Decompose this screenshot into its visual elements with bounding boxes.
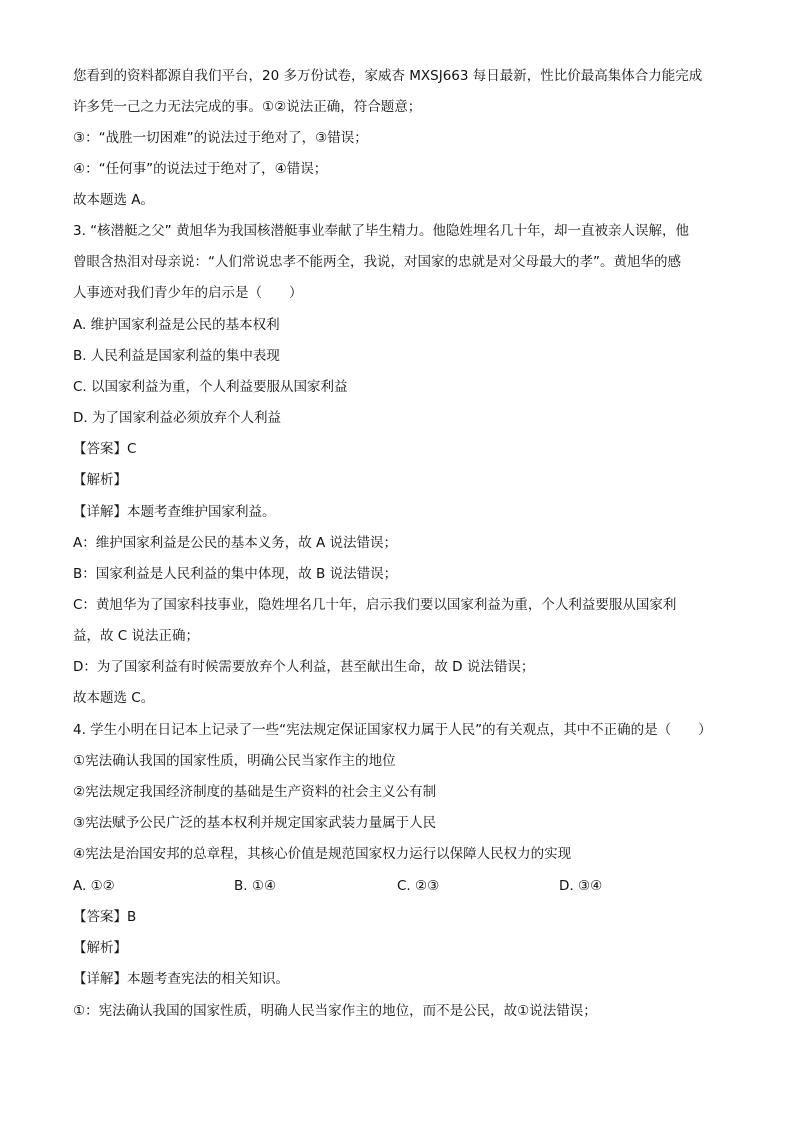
question-3-stem: 曾眼含热泪对母亲说：“人们常说忠孝不能两全，我说，对国家的忠就是对父母最大的孝”。黄旭华的感 <box>73 254 681 270</box>
explanation-line: D：为了国家利益有时候需要放弃个人利益，甚至献出生命，故 D 说法错误； <box>73 659 535 675</box>
question-4-option-d: D. ③④ <box>559 878 603 894</box>
question-4-option-b: B. ①④ <box>234 878 277 894</box>
explanation-line: C：黄旭华为了国家科技事业，隐姓埋名几十年，启示我们要以国家利益为重，个人利益要服从国家利 <box>73 597 677 613</box>
analysis-label: 【解析】 <box>73 472 127 488</box>
question-3-stem: 3. “核潜艇之父” 黄旭华为我国核潜艇事业奉献了毕生精力。他隐姓埋名几十年，却一直被亲人误解，他 <box>73 223 689 239</box>
question-3-option-d: D. 为了国家利益必须放弃个人利益 <box>73 410 281 426</box>
explanation-line: 益，故 C 说法正确； <box>73 628 200 644</box>
explanation-line: ①：宪法确认我国的国家性质，明确人民当家作主的地位，而不是公民，故①说法错误； <box>73 1003 597 1019</box>
explanation-line: B：国家利益是人民利益的集中体现，故 B 说法错误； <box>73 566 398 582</box>
question-3-option-b: B. 人民利益是国家利益的集中表现 <box>73 348 280 364</box>
text-line: ③：“战胜一切困难”的说法过于绝对了，③错误； <box>73 130 368 146</box>
question-4-statement: ④宪法是治国安邦的总章程，其核心价值是规范国家权力运行以保障人民权力的实现 <box>73 846 572 862</box>
question-3-option-c: C. 以国家利益为重，个人利益要服从国家利益 <box>73 379 348 395</box>
question-4-statement: ②宪法规定我国经济制度的基础是生产资料的社会主义公有制 <box>73 784 437 800</box>
question-4-options <box>73 876 733 896</box>
question-3-stem: 人事迹对我们青少年的启示是（ ） <box>73 285 303 301</box>
detail-label: 【详解】本题考查维护国家利益。 <box>73 504 276 520</box>
answer-label: 【答案】C <box>73 441 137 457</box>
text-line: 许多凭一己之力无法完成的事。①②说法正确，符合题意； <box>73 99 422 115</box>
question-4-option-a: A. ①② <box>73 878 115 894</box>
question-4-statement: ③宪法赋予公民广泛的基本权利并规定国家武装力量属于人民 <box>73 815 437 831</box>
text-line: 故本题选 A。 <box>73 192 155 208</box>
question-4-statement: ①宪法确认我国的国家性质，明确公民当家作主的地位 <box>73 753 396 769</box>
explanation-line: A：维护国家利益是公民的基本义务，故 A 说法错误； <box>73 535 398 551</box>
analysis-label: 【解析】 <box>73 940 127 956</box>
detail-label: 【详解】本题考查宪法的相关知识。 <box>73 971 289 987</box>
text-line: ④：“任何事”的说法过于绝对了，④错误； <box>73 161 328 177</box>
text-line: 您看到的资料都源自我们平台，20 多万份试卷，家威杏 MXSJ663 每日最新，性比价最高集体合力能完成 <box>73 68 703 84</box>
question-4-option-c: C. ②③ <box>397 878 440 894</box>
question-3-option-a: A. 维护国家利益是公民的基本权利 <box>73 317 280 333</box>
explanation-line: 故本题选 C。 <box>73 690 155 706</box>
question-4-stem: 4. 学生小明在日记本上记录了一些“宪法规定保证国家权力属于人民”的有关观点，其中不正确的是（ ） <box>73 722 712 738</box>
answer-label: 【答案】B <box>73 909 137 925</box>
